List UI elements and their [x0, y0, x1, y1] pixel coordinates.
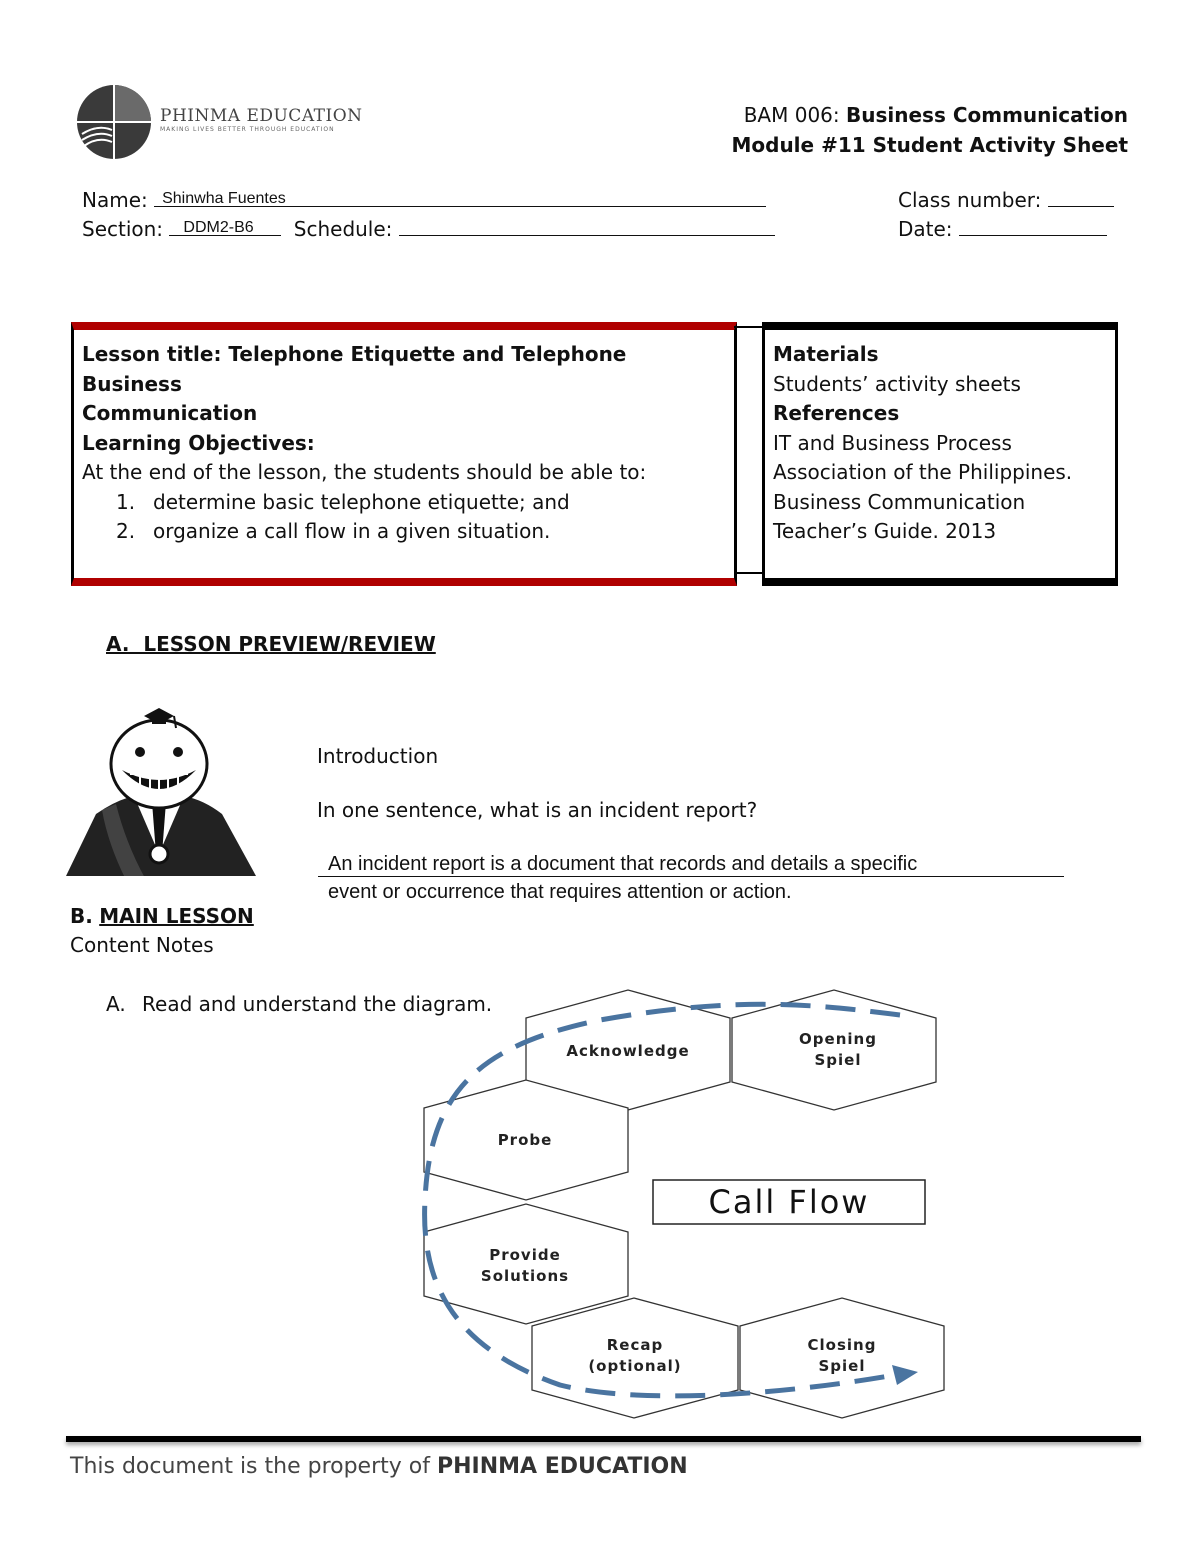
section-b-prefix: B.	[70, 904, 93, 928]
teacher-mascot-icon	[56, 704, 262, 880]
section-field[interactable]	[169, 215, 281, 236]
box-connector	[734, 572, 764, 574]
step-closing: Closing	[807, 1336, 877, 1354]
objective-item	[82, 517, 726, 547]
class-number-field[interactable]	[1048, 186, 1114, 207]
footer-divider	[66, 1436, 1141, 1442]
section-a-heading: A. LESSON PREVIEW/REVIEW	[106, 632, 436, 656]
course-name: Business Communication	[846, 103, 1128, 127]
lesson-box	[71, 322, 737, 586]
logo-text: PHINMA EDUCATION	[160, 106, 363, 126]
section-value: DDM2-B6	[183, 219, 254, 236]
task-number: A.	[106, 992, 126, 1016]
question-text: In one sentence, what is an incident report?	[317, 798, 758, 822]
objective-number: 2.	[116, 519, 136, 543]
step-closing-2: Spiel	[818, 1357, 866, 1375]
section-label: Section:	[82, 217, 164, 241]
date-label: Date:	[898, 217, 953, 241]
step-provide: Provide	[489, 1246, 561, 1264]
name-value: Shinwha Fuentes	[162, 190, 286, 207]
learning-objectives-label: Learning Objectives:	[82, 430, 315, 455]
schedule-field[interactable]	[399, 215, 775, 236]
reference-line: Business Communication	[773, 489, 1026, 514]
task-text: Read and understand the diagram.	[142, 992, 493, 1016]
materials-label: Materials	[773, 342, 879, 366]
step-opening: Opening	[799, 1030, 877, 1048]
call-flow-diagram	[400, 985, 960, 1425]
reference-line: Teacher’s Guide. 2013	[773, 519, 997, 543]
name-label: Name:	[82, 188, 148, 212]
step-recap: Recap	[606, 1336, 664, 1354]
materials-text: Students’ activity sheets	[773, 371, 1021, 396]
answer-line-1[interactable]: An incident report is a document that records and details a specific	[318, 852, 1064, 877]
course-header	[731, 100, 1128, 160]
lesson-title-cont: Communication	[82, 401, 258, 425]
step-opening-2: Spiel	[814, 1051, 862, 1069]
course-code: BAM 006:	[743, 103, 840, 127]
objective-text: organize a call flow in a given situation.	[153, 519, 551, 543]
section-row	[82, 215, 775, 244]
step-provide-2: Solutions	[480, 1267, 570, 1285]
date-field[interactable]	[959, 215, 1107, 236]
content-notes-label: Content Notes	[70, 933, 214, 957]
answer-line-2: event or occurrence that requires attention or action.	[328, 881, 792, 903]
objective-item	[82, 488, 726, 518]
logo-tagline: MAKING LIVES BETTER THROUGH EDUCATION	[160, 126, 335, 133]
box-connector	[734, 326, 764, 328]
name-row	[82, 186, 766, 215]
lesson-title-label: Lesson title: Telephone Etiquette and Telephone Business	[82, 342, 627, 396]
class-number-label: Class number:	[898, 188, 1042, 212]
objective-number: 1.	[116, 489, 136, 514]
date-row	[898, 215, 1107, 244]
section-b-title: MAIN LESSON	[99, 904, 254, 928]
materials-box	[762, 322, 1118, 586]
reference-line: Association of the Philippines.	[773, 460, 1073, 484]
reference-line: IT and Business Process	[773, 430, 1012, 455]
references-label: References	[773, 401, 900, 425]
footer-brand: PHINMA EDUCATION	[436, 1454, 688, 1479]
footer-text: This document is the property of	[70, 1454, 430, 1479]
class-number-row	[898, 186, 1114, 215]
objectives-intro: At the end of the lesson, the students should be able to:	[82, 460, 647, 484]
hexagon-provide-solutions	[424, 1204, 628, 1324]
step-acknowledge: Acknowledge	[566, 1042, 690, 1060]
name-field[interactable]	[154, 186, 766, 207]
introduction-label: Introduction	[317, 744, 439, 768]
step-recap-2: (optional)	[588, 1357, 682, 1375]
module-title: Module #11 Student Activity Sheet	[731, 133, 1128, 157]
objective-text: determine basic telephone etiquette; and	[153, 489, 570, 514]
step-probe: Probe	[497, 1131, 553, 1149]
phinma-logo-icon	[76, 84, 152, 160]
schedule-label: Schedule:	[293, 217, 393, 241]
footer	[70, 1454, 688, 1479]
call-flow-title: Call Flow	[708, 1183, 870, 1221]
section-b-heading	[70, 902, 254, 931]
